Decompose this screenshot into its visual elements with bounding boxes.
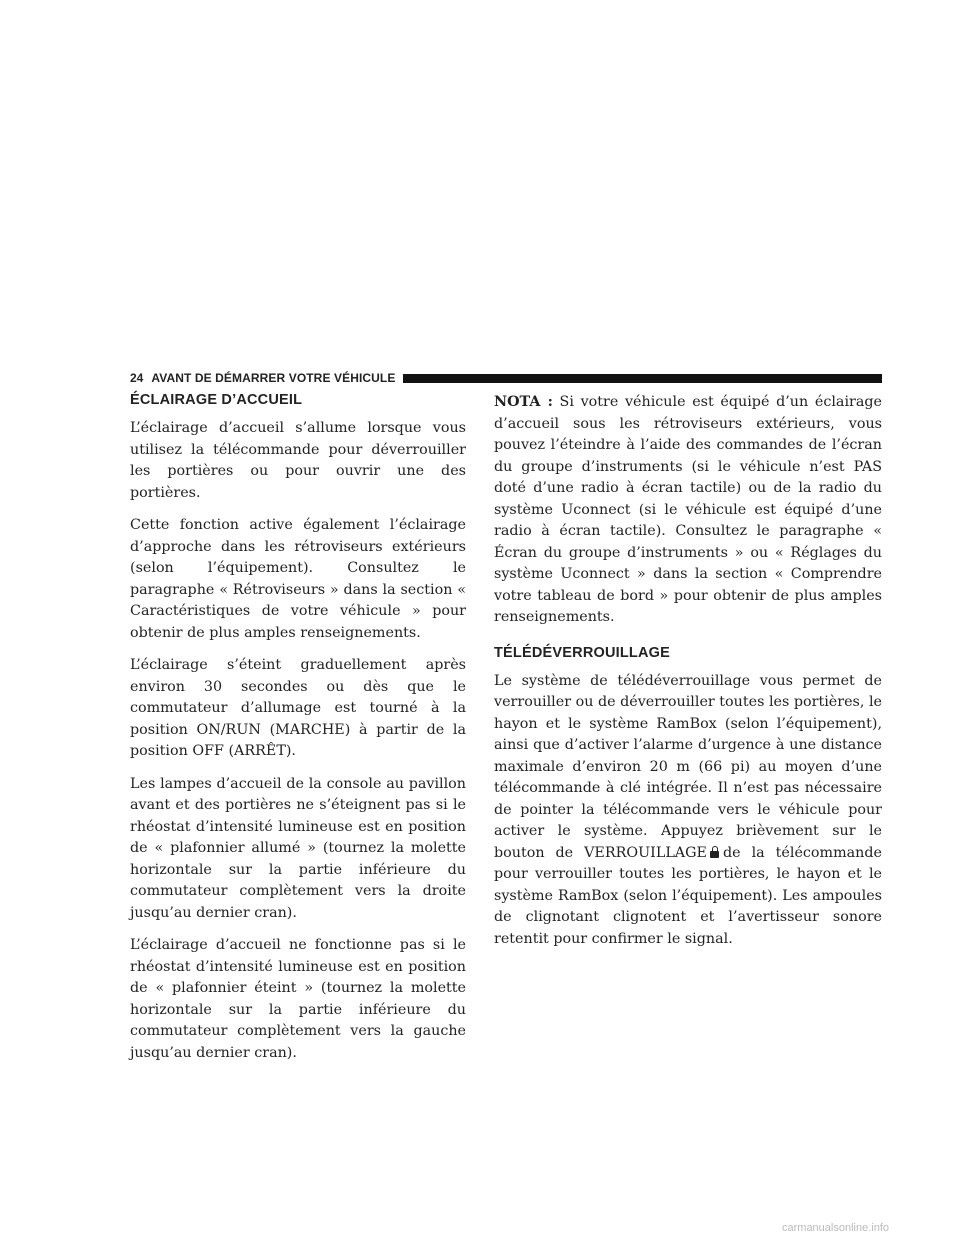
- lock-icon: [710, 846, 719, 858]
- paragraph: Les lampes d’accueil de la console au pavillon avant et des portières ne s’éteignent pas si le rhéostat d’intensité lumineuse est en position de « plafonnier allumé » (tournez la molette horizontale sur la partie inférieure du commutateur complètement vers la droite jusqu’au dernier cran).: [130, 775, 466, 921]
- nota-label: NOTA :: [494, 394, 553, 410]
- nota-text: Si votre véhicule est équipé d’un éclairage d’accueil sous les rétroviseurs extérieurs, vous pouvez l’éteindre à l’aide des commandes de l’écran du groupe d’instruments (si le véhicule n’est PAS doté d’une radio à écran tactile) ou de la radio du système Uconnect (si le véhicule est équipé d’une radio à écran tactile). Consultez le paragraphe « Écran du groupe d’instruments » ou « Réglages du système Uconnect » dans la section « Comprendre votre tableau de bord » pour obtenir de plus amples renseignements.: [494, 394, 882, 625]
- heading-eclairage-accueil: ÉCLAIRAGE D’ACCUEIL: [130, 392, 303, 408]
- header-rule: [403, 374, 882, 383]
- heading-teledeverrouillage: TÉLÉDÉVERROUILLAGE: [494, 644, 670, 661]
- paragraph: Cette fonction active également l’éclairage d’approche dans les rétroviseurs extérieurs (selon l’équipement). Consultez le paragraphe « Rétroviseurs » dans la section « Caractéristiques de votre véhicule » pour obtenir de plus amples renseignements.: [130, 517, 466, 641]
- paragraph: L’éclairage d’accueil s’allume lorsque vous utilisez la télécommande pour déverrouiller les portières ou pour ouvrir une des portières.: [130, 420, 466, 501]
- page-number: 24: [130, 371, 144, 385]
- nota-paragraph: [494, 392, 882, 629]
- text-before-icon: Le système de télédéverrouillage vous permet de verrouiller ou de déverrouiller toutes les portières, le hayon et le système RamBox (selon l’équipement), ainsi que d’activer l’alarme d’urgence à une distance maximale d’environ 20 m (66 pi) au moyen d’une télécommande à clé intégrée. Il n’est pas nécessaire de pointer la télécommande vers le véhicule pour activer le système. Appuyez brièvement sur le bouton de VERROUILLAGE: [494, 672, 882, 861]
- page-header: [130, 371, 882, 385]
- section-title: AVANT DE DÉMARRER VOTRE VÉHICULE: [151, 371, 396, 385]
- paragraph: L’éclairage s’éteint graduellement après environ 30 secondes ou dès que le commutateur d’allumage est tourné à la position ON/RUN (MARCHE) à partir de la position OFF (ARRÊT).: [130, 657, 466, 759]
- left-column: [130, 392, 466, 1075]
- text-after-icon: de la télécommande pour verrouiller toutes les portières, le hayon et le système RamBox (selon l’équipement). Les ampoules de clignotant clignotent et l’avertisseur sonore retentit pour confirmer le signal.: [494, 844, 882, 947]
- right-column: [494, 392, 882, 961]
- watermark: carmanualsonline.info: [782, 1222, 890, 1234]
- paragraph: L’éclairage d’accueil ne fonctionne pas si le rhéostat d’intensité lumineuse est en position de « plafonnier éteint » (tournez la molette horizontale sur la partie inférieure du commutateur complètement vers la gauche jusqu’au dernier cran).: [130, 937, 466, 1061]
- teledeverrouillage-paragraph: [494, 671, 882, 951]
